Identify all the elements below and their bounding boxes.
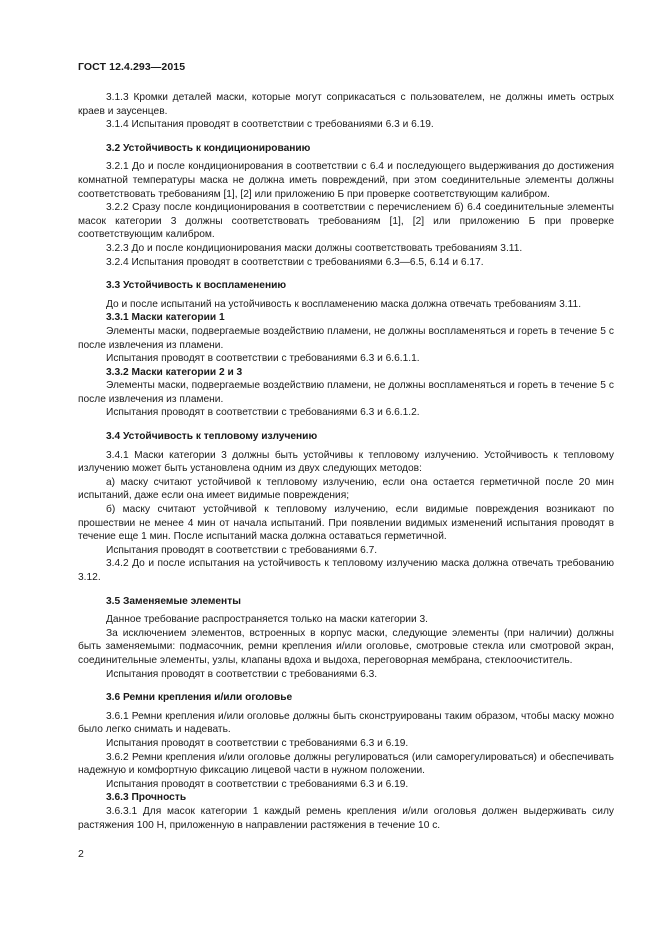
paragraph: 3.2.4 Испытания проводят в соответствии с требованиями 6.3—6.5, 6.14 и 6.17. (106, 256, 484, 268)
subsection-heading: 3.3.2 Маски категории 2 и 3 (106, 366, 243, 378)
paragraph: Элементы маски, подвергаемые воздействию пламени, не должны воспламеняться и гореть в течение 5 с после извлечения из пламени. (78, 325, 614, 351)
section-heading: 3.2 Устойчивость к кондиционированию (106, 142, 311, 154)
paragraph: 3.4.2 До и после испытания на устойчивость к тепловому излучению маска должна отвечать требованию 3.12. (78, 558, 614, 583)
section-heading: 3.6 Ремни крепления и/или оголовье (106, 692, 293, 704)
paragraph: б) маску считают устойчивой к тепловому излучению, если видимые повреждения возникают по прошествии не менее 4 мин от начала испытаний. При появлении видимых изменений испытания проводят в течение еще 1 мин. После испытаний маска должна оставаться герметичной. (78, 504, 614, 543)
paragraph: Испытания проводят в соответствии с требованиями 6.3 и 6.6.1.1. (106, 353, 420, 365)
paragraph: 3.1.3 Кромки деталей маски, которые могут соприкасаться с пользователем, не должны иметь острых краев и заусенцев. (78, 92, 614, 117)
paragraph: 3.2.1 До и после кондиционирования в соответствии с 6.4 и последующего выдерживания до достижения комнатной температуры маска не должна иметь повреждений, при этом соединительные элементы должны соответствовать требованиям [1], [2] или приложению Б при проверке соответствующим калибром. (78, 161, 614, 200)
section-heading: 3.3 Устойчивость к воспламенению (106, 280, 287, 292)
paragraph: 3.6.2 Ремни крепления и/или оголовье должны регулироваться (или саморегулироваться) и обеспечивать надежную и комфортную фиксацию лицевой части в нужном положении. (78, 751, 614, 777)
document-body (78, 91, 614, 832)
paragraph: 3.6.3.1 Для масок категории 1 каждый ремень крепления и/или оголовья должен выдерживать силу растяжения 100 Н, приложенную в направлении растяжения в течение 10 с. (78, 805, 614, 831)
section-heading: 3.5 Заменяемые элементы (106, 595, 241, 607)
paragraph: Испытания проводят в соответствии с требованиями 6.3 и 6.19. (106, 737, 409, 749)
paragraph: Испытания проводят в соответствии с требованиями 6.3 и 6.19. (106, 778, 409, 790)
paragraph: 3.6.1 Ремни крепления и/или оголовье должны быть сконструированы таким образом, чтобы маску можно было легко снимать и надевать. (78, 710, 614, 736)
paragraph: Данное требование распространяется только на маски категории 3. (106, 614, 429, 626)
paragraph: 3.2.3 До и после кондиционирования маски должны соответствовать требованиям 3.11. (106, 242, 523, 254)
paragraph: 3.2.2 Сразу после кондиционирования в соответствии с перечислением б) 6.4 соединительные элементы масок категории 3 должны соответствовать требованиям [1], [2] или приложению Б при проверке соответствующим калибром. (78, 202, 614, 241)
paragraph: До и после испытаний на устойчивость к воспламенению маска должна отвечать требованиям 3.11. (106, 298, 582, 310)
paragraph: Испытания проводят в соответствии с требованиями 6.3. (106, 668, 378, 680)
subsection-heading: 3.6.3 Прочность (106, 792, 187, 804)
paragraph: 3.1.4 Испытания проводят в соответствии с требованиями 6.3 и 6.19. (106, 119, 434, 131)
paragraph: Элементы маски, подвергаемые воздействию пламени, не должны воспламеняться и гореть в течение 5 с после извлечения из пламени. (78, 380, 614, 405)
page-number: 2 (78, 848, 84, 860)
section-heading: 3.4 Устойчивость к тепловому излучению (106, 431, 318, 443)
paragraph: а) маску считают устойчивой к тепловому излучению, если она остается герметичной после 20 мин испытаний, даже если она имеет видимые повреждения; (78, 476, 614, 502)
subsection-heading: 3.3.1 Маски категории 1 (106, 312, 225, 324)
paragraph: За исключением элементов, встроенных в корпус маски, следующие элементы (при наличии) должны быть заменяемыми: подмасочник, ремни крепления и/или оголовье, смотровые стекла или смотровой экран, соединительные элементы, узлы, клапаны вдоха и выдоха, переговорная мембрана, стеклоочиститель. (78, 627, 614, 666)
document-header: ГОСТ 12.4.293—2015 (78, 61, 186, 73)
paragraph: Испытания проводят в соответствии с требованиями 6.7. (106, 544, 378, 556)
paragraph: Испытания проводят в соответствии с требованиями 6.3 и 6.6.1.2. (106, 407, 420, 419)
paragraph: 3.4.1 Маски категории 3 должны быть устойчивы к тепловому излучению. Устойчивость к тепловому излучению может быть установлена одним из двух следующих методов: (78, 449, 614, 475)
